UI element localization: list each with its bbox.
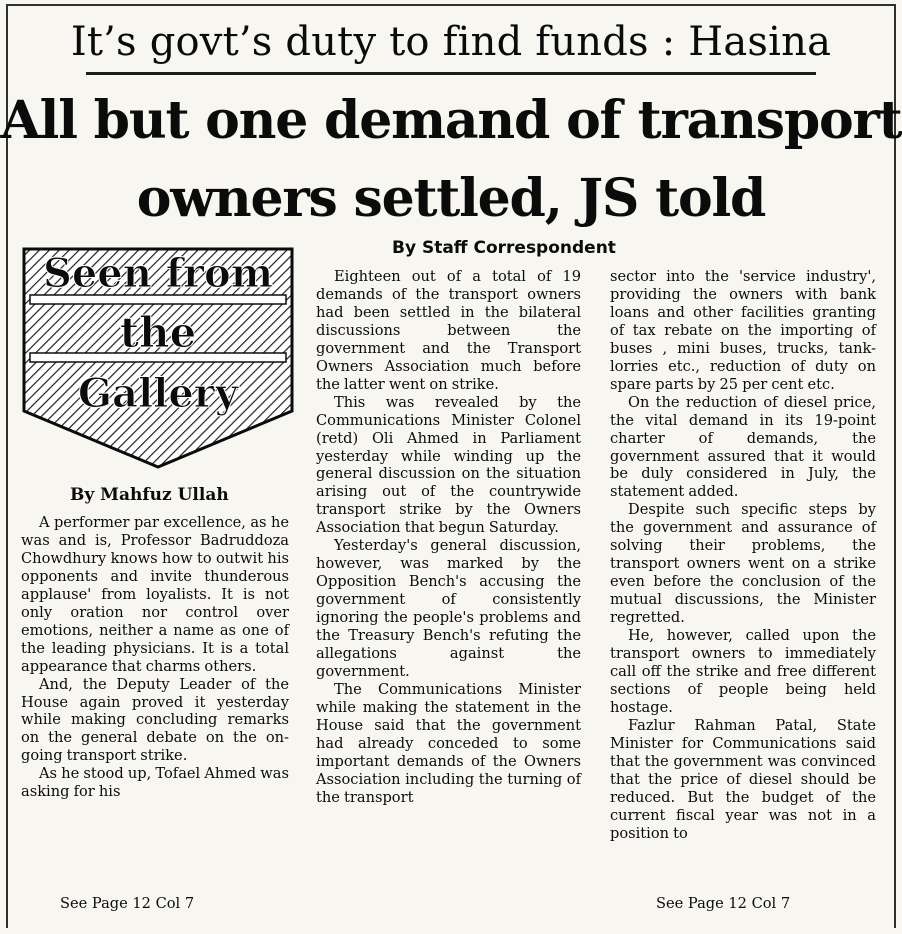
story-column-3 [610,268,876,843]
story-paragraph: Fazlur Rahman Patal, State Minister for Communications said that the government was convinced that the price of diesel should be reduced. But the budget of the current fiscal year was not in a position to [610,716,876,842]
kicker-headline: It’s govt’s duty to find funds : Hasina [70,19,832,65]
story-paragraph: sector into the 'service industry', providing the owners with bank loans and other facilities granting of tax rebate on the importing of buses , mini buses, trucks, tank-lorries etc., reduction of duty on spare parts by 25 per cent etc. [610,268,876,393]
story-paragraph: Eighteen out of a total of 19 demands of the transport owners had been settled in the bilateral discussions between the government and the Transport Owners Association much before the latter went on strike. [316,268,581,393]
headline-line-2: owners settled, JS told [136,168,766,229]
headline-line-1: All but one demand of transport [0,90,902,151]
logo-text-line-2: the [119,308,197,357]
column-logo [16,243,300,473]
story-paragraph: He, however, called upon the transport owners to immediately call off the strike and free different sections of people being held hostage. [610,627,876,716]
story-jump-line: See Page 12 Col 7 [656,895,791,912]
logo-text-line-3: Gallery [77,370,239,417]
column-paragraph: And, the Deputy Leader of the House again proved it yesterday while making concluding remarks on the general debate on the on-going transport strike. [21,675,289,765]
kicker-underline [86,72,816,75]
column-byline: By Mahfuz Ullah [70,485,229,505]
story-byline: By Staff Correspondent [392,238,616,258]
story-paragraph: Yesterday's general discussion, however, was marked by the Opposition Bench's accusing the government of consistently ignoring the people's problems and the Treasury Bench's refuting the allegations against the government. [316,537,581,680]
logo-text-line-1: Seen from [42,250,274,297]
story-paragraph: This was revealed by the Communications Minister Colonel (retd) Oli Ahmed in Parliament yesterday while winding up the general discussion on the situation arising out of the countrywide transport strike by the Owners Association that begun Saturday. [316,393,581,537]
column-body [21,514,289,801]
story-paragraph: The Communications Minister while making the statement in the House said that the government had already conceded to some important demands of the Owners Association including the turning of the transport [316,680,581,806]
story-column-2 [316,268,581,807]
story-paragraph: Despite such specific steps by the government and assurance of solving their problems, the transport owners went on a strike even before the conclusion of the mutual discussions, the Minister regretted. [610,501,876,627]
column-paragraph: As he stood up, Tofael Ahmed was asking for his [21,765,289,801]
story-paragraph: On the reduction of diesel price, the vital demand in its 19-point charter of demands, the government assured that it would be duly considered in July, the statement added. [610,393,876,501]
column-paragraph: A performer par excellence, as he was and is, Professor Badruddoza Chowdhury knows how to outwit his opponents and invite thunderous applause' from loyalists. It is not only oration nor control over emotions, neither a name as one of the leading physicians. It is a total appearance that charms others. [21,514,289,675]
column-jump-line: See Page 12 Col 7 [60,895,195,912]
frame-rule-top [6,4,896,6]
main-headline [0,82,902,238]
